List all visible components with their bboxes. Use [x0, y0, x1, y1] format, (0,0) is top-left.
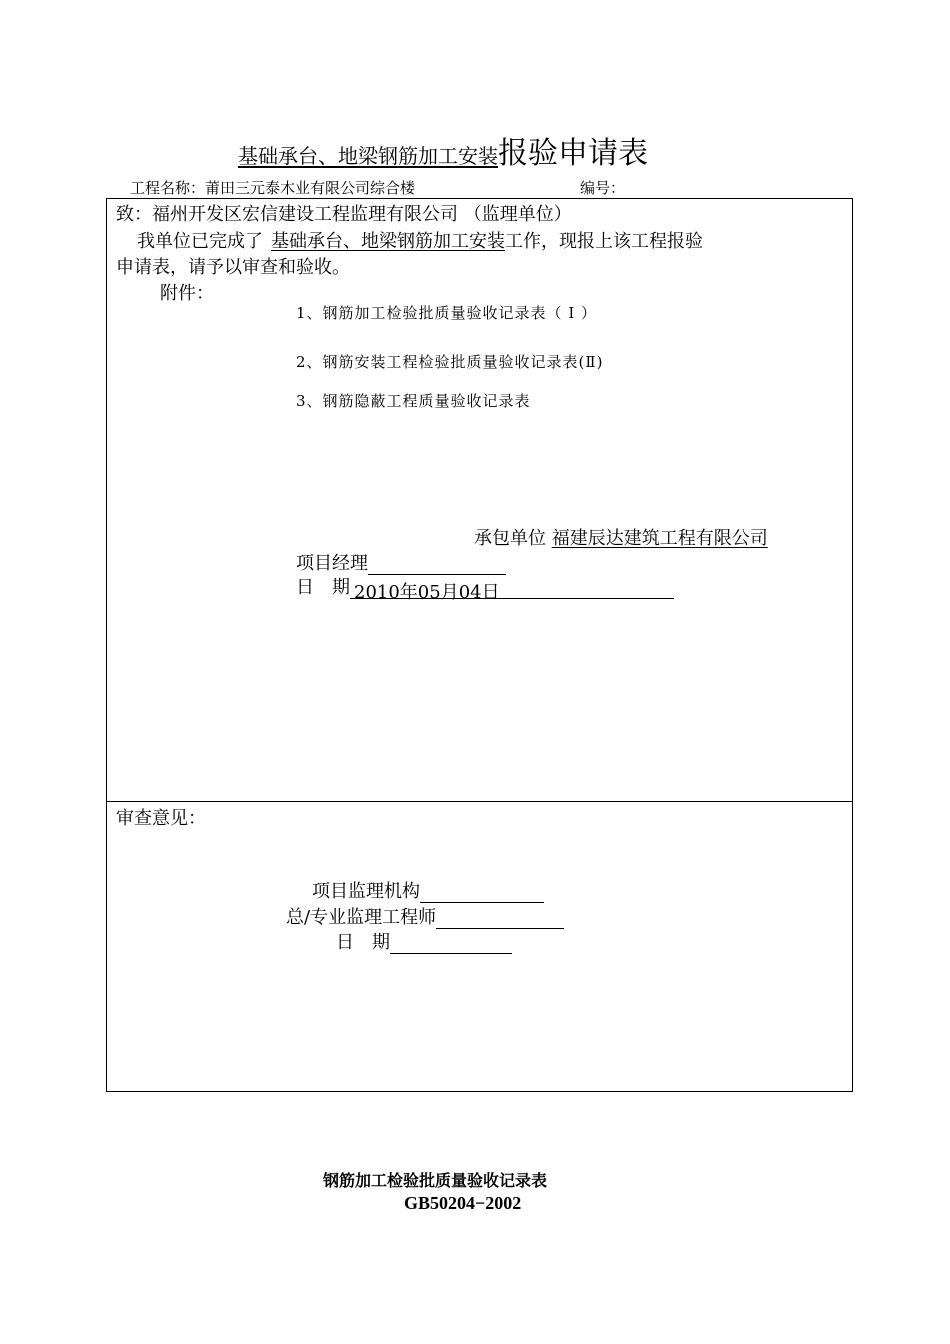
addressee: 致：福州开发区宏信建设工程监理有限公司: [116, 204, 458, 225]
next-form-title: 钢筋加工检验批质量验收记录表: [323, 1171, 548, 1190]
page-title: [238, 128, 648, 172]
project-manager-line: [296, 549, 506, 575]
application-date-line: [296, 573, 674, 603]
supervision-org-label: 项目监理机构: [312, 881, 420, 902]
addressee-line: [116, 200, 572, 226]
supervision-org-line: [312, 877, 544, 903]
supervising-engineer-blank: [436, 908, 564, 929]
attachments-label: 附件：: [160, 283, 214, 304]
application-body-line1: 我单位已完成了 基础承台、地梁钢筋加工安装工作，现报上该工程报验: [137, 231, 703, 252]
review-date-label: 日 期: [336, 932, 390, 953]
project-label: 工程名称：: [130, 179, 206, 197]
serial-label: 编号：: [580, 179, 626, 197]
title-underlined-part: 基础承台、地梁钢筋加工安装: [238, 144, 498, 168]
project-manager-label: 项目经理: [296, 553, 368, 574]
standard-code: GB50204−2002: [404, 1193, 522, 1213]
attachment-item: 2、钢筋安装工程检验批质量验收记录表(Ⅱ): [296, 353, 604, 371]
work-name: 基础承台、地梁钢筋加工安装: [271, 231, 505, 252]
title-main-part: 报验申请表: [498, 136, 648, 171]
review-opinion-label: 审查意见：: [116, 808, 206, 829]
attachment-item: 3、钢筋隐蔽工程质量验收记录表: [296, 392, 531, 410]
addressee-role: （监理单位）: [463, 204, 572, 225]
supervising-engineer-label: 总/专业监理工程师: [286, 907, 437, 928]
project-manager-signature-blank: [368, 554, 506, 575]
review-date-blank: [390, 933, 512, 954]
contractor-label: 承包单位: [474, 528, 546, 549]
contractor-name: 福建辰达建筑工程有限公司: [551, 528, 768, 549]
application-date-value: 2010年05月04日: [350, 578, 674, 599]
application-date-label: 日 期: [296, 577, 350, 598]
project-name: 莆田三元泰木业有限公司综合楼: [205, 179, 416, 197]
application-body-line2: 申请表，请予以审查和验收。: [116, 257, 350, 278]
supervising-engineer-line: [286, 903, 564, 929]
project-name-line: [130, 177, 415, 198]
contractor-line: [474, 524, 768, 550]
supervision-org-blank: [420, 882, 544, 903]
attachment-item: 1、钢筋加工检验批质量验收记录表（ Ⅰ ）: [296, 304, 598, 322]
review-date-line: [336, 928, 512, 954]
application-section: [106, 198, 853, 802]
